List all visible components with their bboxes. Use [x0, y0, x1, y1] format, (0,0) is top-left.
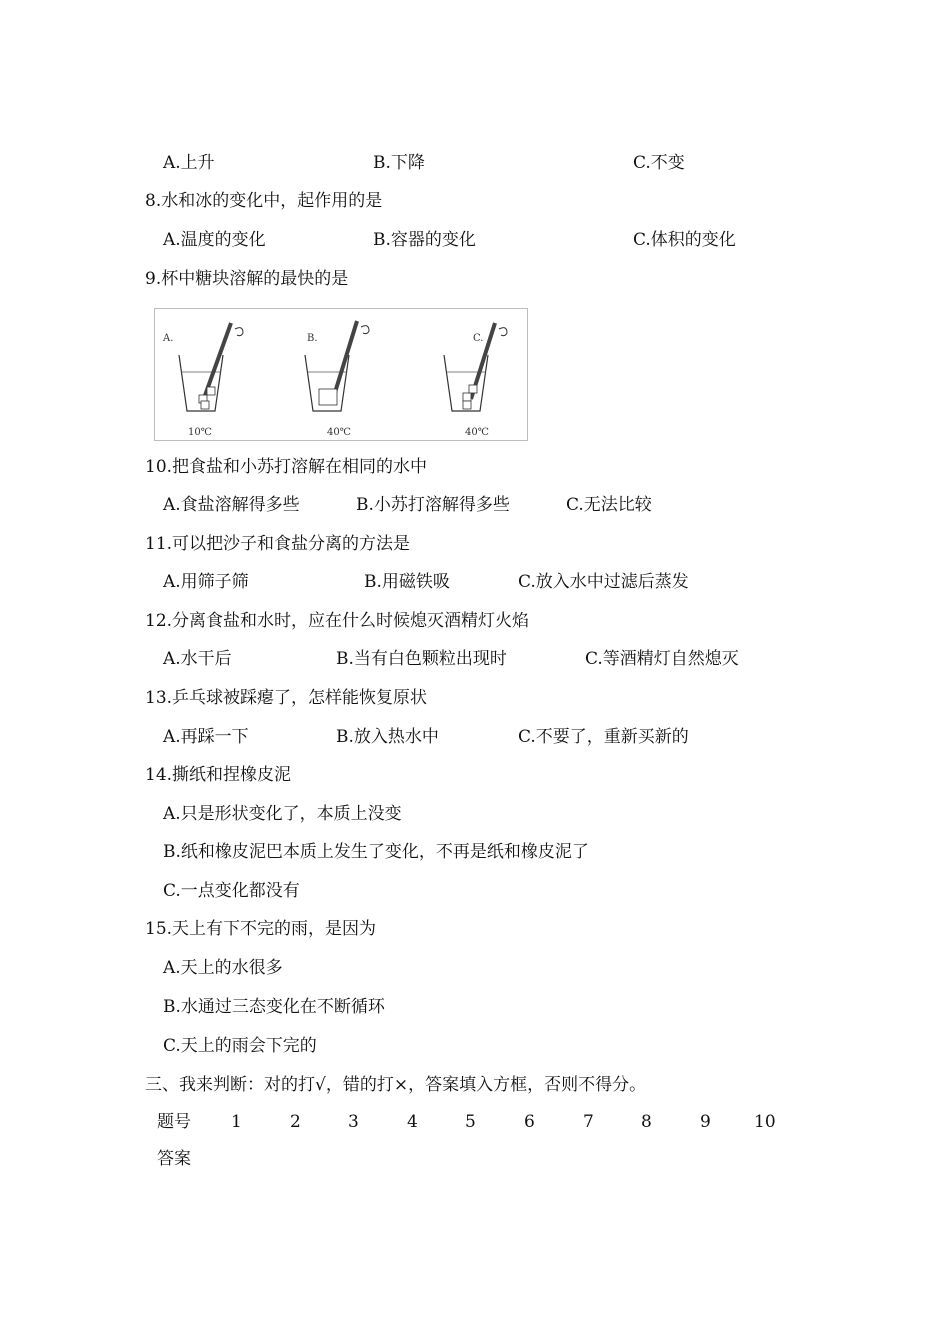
row-label-answer: 答案	[157, 1149, 191, 1169]
q14-option-a: A.只是形状变化了，本质上没变	[163, 804, 402, 824]
q13-option-c: C.不要了，重新买新的	[518, 727, 689, 747]
q10-option-c: C.无法比较	[566, 495, 652, 515]
q10-option-a: A.食盐溶解得多些	[163, 495, 300, 515]
section3-heading: 三、我来判断：对的打√，错的打×，答案填入方框，否则不得分。	[145, 1075, 647, 1095]
q7-option-a: A.上升	[163, 153, 215, 173]
question-number: 6	[524, 1112, 535, 1132]
q13-option-a: A.再踩一下	[163, 727, 249, 747]
q13-stem: 13.乒乓球被踩瘪了，怎样能恢复原状	[145, 688, 428, 708]
q11-stem: 11.可以把沙子和食盐分离的方法是	[145, 534, 411, 554]
cup-a-temp: 10℃	[188, 427, 212, 438]
q8-stem: 8.水和冰的变化中，起作用的是	[145, 191, 383, 211]
q8-option-a: A.温度的变化	[163, 230, 266, 250]
q12-option-a: A.水干后	[163, 649, 232, 669]
q11-option-a: A.用筛子筛	[163, 572, 249, 592]
question-number: 5	[465, 1112, 476, 1132]
cup-c	[444, 323, 507, 438]
cup-c-letter: C.	[473, 333, 484, 344]
cup-b-letter: B.	[307, 333, 318, 344]
q15-option-a: A.天上的水很多	[163, 958, 283, 978]
question-number: 4	[407, 1112, 418, 1132]
q15-option-c: C.天上的雨会下完的	[163, 1036, 317, 1056]
question-number: 8	[641, 1112, 652, 1132]
q8-option-c: C.体积的变化	[633, 230, 736, 250]
q12-stem: 12.分离食盐和水时，应在什么时候熄灭酒精灯火焰	[145, 611, 530, 631]
q7-option-c: C.不变	[633, 153, 685, 173]
row-label-question-number: 题号	[157, 1112, 191, 1132]
question-number: 1	[231, 1112, 242, 1132]
question-number: 2	[290, 1112, 301, 1132]
q15-stem: 15.天上有下不完的雨，是因为	[145, 919, 377, 939]
q9-cups-figure	[154, 308, 528, 441]
cup-c-temp: 40℃	[465, 427, 489, 438]
q8-option-b: B.容器的变化	[373, 230, 476, 250]
q10-option-b: B.小苏打溶解得多些	[356, 495, 510, 515]
q10-stem: 10.把食盐和小苏打溶解在相同的水中	[145, 457, 428, 477]
cup-a	[162, 323, 243, 438]
q11-option-b: B.用磁铁吸	[364, 572, 450, 592]
question-number: 9	[700, 1112, 711, 1132]
q15-option-b: B.水通过三态变化在不断循环	[163, 997, 385, 1017]
question-number: 10	[754, 1112, 776, 1132]
q9-stem: 9.杯中糖块溶解的最快的是	[145, 269, 349, 289]
cup-b	[305, 321, 369, 438]
question-number: 3	[348, 1112, 359, 1132]
cups-illustration	[155, 309, 527, 440]
cup-b-temp: 40℃	[327, 427, 351, 438]
q11-option-c: C.放入水中过滤后蒸发	[518, 572, 689, 592]
q12-option-b: B.当有白色颗粒出现时	[336, 649, 507, 669]
q14-option-b: B.纸和橡皮泥巴本质上发生了变化，不再是纸和橡皮泥了	[163, 842, 589, 862]
question-number: 7	[583, 1112, 594, 1132]
q7-option-b: B.下降	[373, 153, 425, 173]
q14-stem: 14.撕纸和捏橡皮泥	[145, 765, 292, 785]
cup-a-letter: A.	[163, 333, 174, 344]
q14-option-c: C.一点变化都没有	[163, 881, 300, 901]
q13-option-b: B.放入热水中	[336, 727, 439, 747]
q12-option-c: C.等酒精灯自然熄灭	[585, 649, 739, 669]
